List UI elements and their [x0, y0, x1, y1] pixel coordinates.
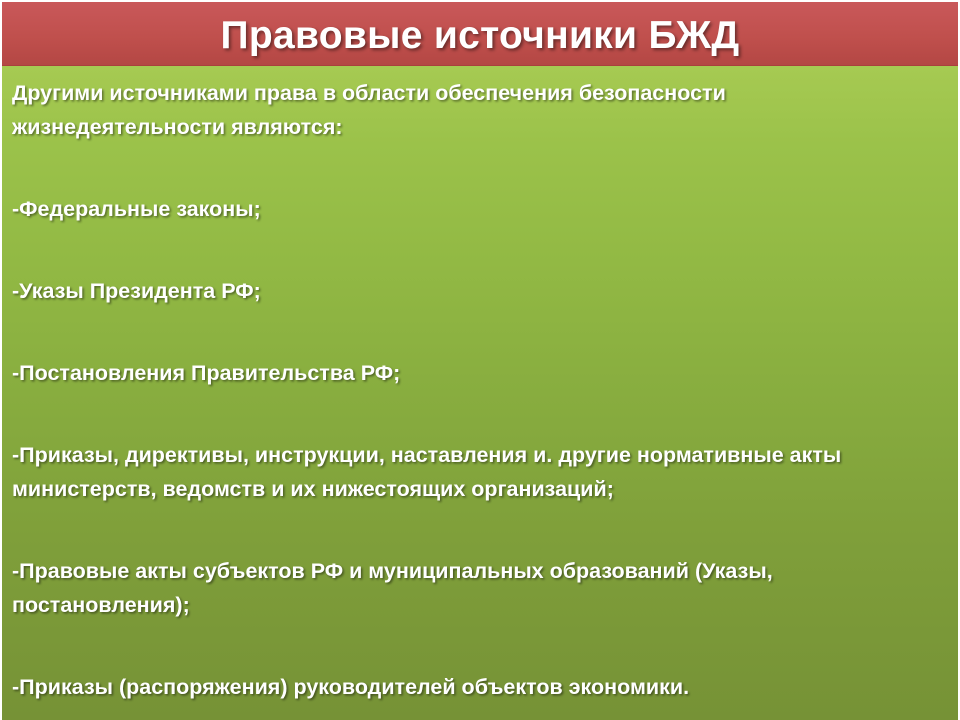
content-box	[2, 66, 958, 720]
spacer	[12, 308, 944, 356]
slide-title: Правовые источники БЖД	[220, 13, 740, 57]
intro-text: Другими источниками права в области обеспечения безопасности жизнедеятельности являются:	[12, 81, 726, 139]
spacer	[12, 226, 944, 274]
list-item-government-resolutions: -Постановления Правительства РФ;	[12, 361, 401, 385]
list-item-regional-acts: -Правовые акты субъектов РФ и муниципальных образований (Указы, постановления);	[12, 559, 773, 617]
list-item-presidential-decrees: -Указы Президента РФ;	[12, 279, 261, 303]
spacer	[12, 390, 944, 438]
title-bar	[2, 2, 958, 66]
spacer	[12, 622, 944, 670]
list-item-federal-laws: -Федеральные законы;	[12, 197, 261, 221]
list-item-economic-orders: -Приказы (распоряжения) руководителей объектов экономики.	[12, 675, 690, 699]
spacer	[12, 506, 944, 554]
list-item-ministry-orders: -Приказы, директивы, инструкции, наставления и. другие нормативные акты министерств, ведомств и их нижестоящих организаций;	[12, 443, 842, 501]
spacer	[12, 144, 944, 192]
